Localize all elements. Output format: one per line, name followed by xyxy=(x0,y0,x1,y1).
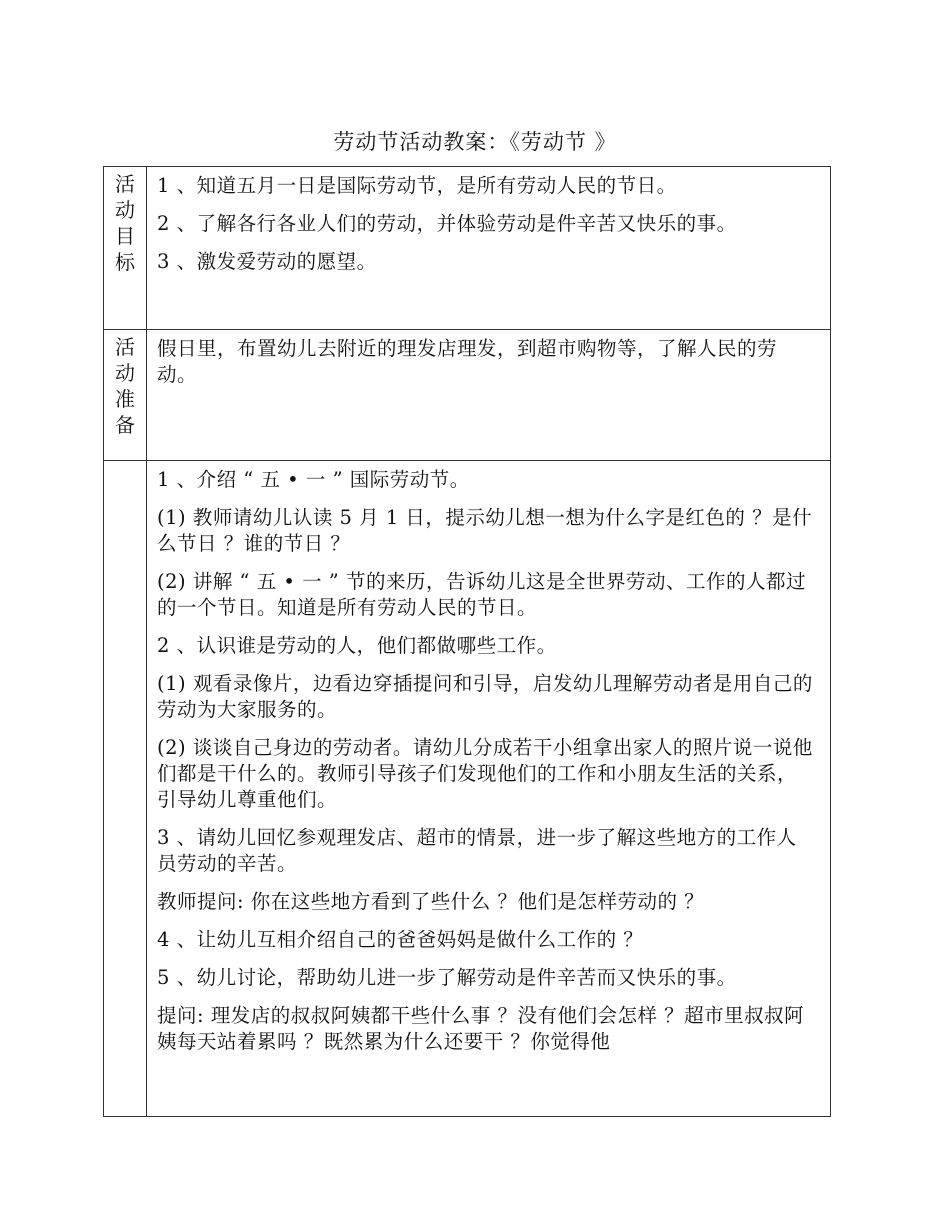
paragraph: (1) 教师请幼儿认读 5 月 1 日，提示幼儿想一想为什么字是红色的 ？是什么节日 ？谁的节日 ？ xyxy=(157,506,813,555)
paragraph: 3 、请幼儿回忆参观理发店、超市的情景，进一步了解这些地方的工作人员劳动的辛苦。 xyxy=(157,826,797,875)
paragraph: 假日里，布置幼儿去附近的理发店理发，到超市购物等，了解人民的劳动。 xyxy=(157,337,778,386)
paragraph: 1 、介绍 “ 五 • 一 ” 国际劳动节。 xyxy=(157,468,470,491)
section-row-preparation xyxy=(104,330,831,461)
paragraph: 2 、认识谁是劳动的人，他们都做哪些工作。 xyxy=(157,634,557,657)
paragraph: 教师提问: 你在这些地方看到了些什么 ？他们是怎样劳动的 ？ xyxy=(157,890,705,913)
paragraph: (1) 观看录像片，边看边穿插提问和引导，启发幼儿理解劳动者是用自己的劳动为大家服务的。 xyxy=(157,672,813,721)
paragraph: 2 、了解各行各业人们的劳动，并体验劳动是件辛苦又快乐的事。 xyxy=(157,212,737,235)
paragraph: 1 、知道五月一日是国际劳动节，是所有劳动人民的节日。 xyxy=(157,174,677,197)
paragraph: 5 、幼儿讨论，帮助幼儿进一步了解劳动是件辛苦而又快乐的事。 xyxy=(157,966,737,989)
paragraph: (2) 谈谈自己身边的劳动者。请幼儿分成若干小组拿出家人的照片说一说他们都是干什么的。教师引导孩子们发现他们的工作和小朋友生活的关系，引导幼儿尊重他们。 xyxy=(157,736,813,811)
lesson-plan-table xyxy=(103,166,831,1117)
section-label-goals: 活 动 目 标 xyxy=(104,167,147,330)
paragraph: (2) 讲解 “ 五 • 一 ” 节的来历，告诉幼儿这是全世界劳动、工作的人都过的一个节日。知道是所有劳动人民的节日。 xyxy=(157,570,806,619)
paragraph: 3 、激发爱劳动的愿望。 xyxy=(157,250,377,273)
section-row-goals xyxy=(104,167,831,330)
paragraph: 4 、让幼儿互相介绍自己的爸爸妈妈是做什么工作的 ？ xyxy=(157,928,644,951)
document-title: 劳动节活动教案：《劳动节 》 xyxy=(333,130,617,154)
section-label-preparation: 活 动 准 备 xyxy=(104,330,147,461)
section-content-goals xyxy=(147,167,831,330)
paragraph: 提问: 理发店的叔叔阿姨都干些什么事 ？没有他们会怎样 ？超市里叔叔阿姨每天站着累吗 ？既然累为什么还要干 ？你觉得他 xyxy=(157,1004,805,1053)
section-label-process xyxy=(104,461,147,1117)
section-content-preparation xyxy=(147,330,831,461)
section-row-process xyxy=(104,461,831,1117)
section-content-process xyxy=(147,461,831,1117)
